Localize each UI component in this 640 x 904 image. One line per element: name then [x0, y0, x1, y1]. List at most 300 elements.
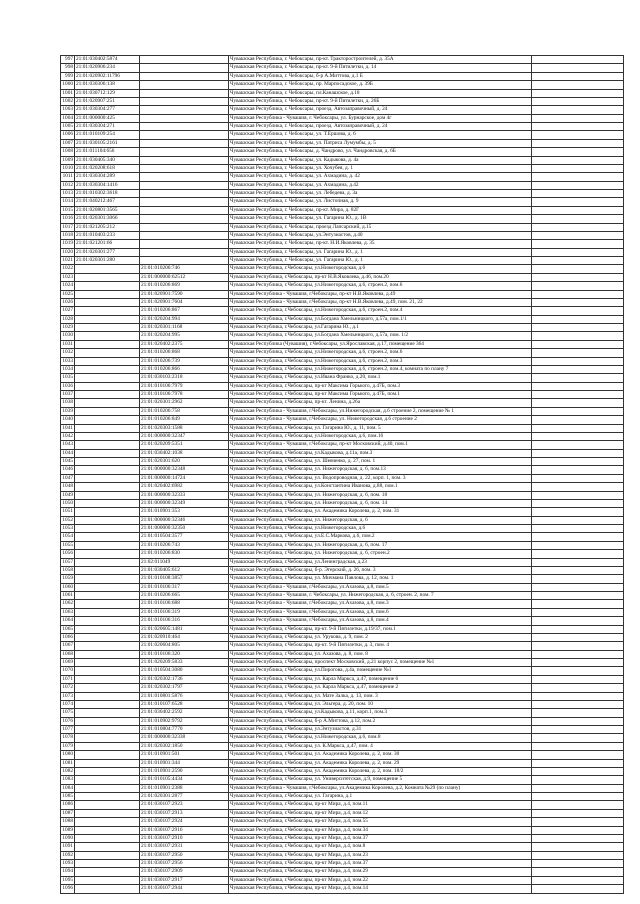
table-row [61, 684, 624, 692]
cadastral-number-cell: 21:01:030105:2161 [75, 139, 140, 147]
cadastral-number-cell [75, 675, 140, 683]
address-cell: Чувашская Республика, г.Чебоксары, ул. Эльгера, д. 20, пом. 10 [229, 700, 532, 708]
address-cell: Чувашская Республика, г. Чебоксары, б-р А.Миттова, д.1 Б [229, 72, 532, 80]
cadastral-number-cell [75, 692, 140, 700]
object-number-cell: 21:01:020402:2375 [140, 340, 229, 348]
row-number-cell: 1020 [62, 248, 73, 255]
object-number-cell: 21:01:010107:6528 [140, 700, 229, 708]
cadastral-number-cell [75, 583, 140, 591]
object-number-cell: 21:01:000000:62512 [140, 273, 229, 281]
table-row [61, 148, 624, 156]
table-row [61, 851, 624, 859]
blank-cell [532, 592, 624, 600]
object-number-cell: 21:01:010106:320 [140, 650, 229, 658]
object-number-cell [140, 223, 229, 231]
table-row [61, 332, 624, 340]
row-number-cell: 1063 [62, 608, 73, 615]
cadastral-number-cell [75, 809, 140, 817]
object-number-cell: 21:01:020301:1168 [140, 324, 229, 332]
cadastral-number-cell [75, 516, 140, 524]
row-number-cell: 1093 [62, 860, 73, 866]
blank-cell [532, 491, 624, 499]
object-number-cell [140, 106, 229, 114]
table-row [61, 499, 624, 507]
blank-cell [532, 851, 624, 859]
row-number-cell: 1029 [62, 324, 73, 330]
object-number-cell: 21:01:020301:2962 [140, 399, 229, 407]
address-cell: Чувашская Республика - Чувашия, г. Чебоксары, ул. Нижегородская, д. 6, строен. 2, пом. 7 [229, 592, 532, 600]
table-row [61, 449, 624, 457]
object-number-cell: 21:01:010105:4434 [140, 776, 229, 784]
blank-cell [532, 717, 624, 725]
blank-cell [532, 759, 624, 767]
blank-cell [532, 231, 624, 239]
object-number-cell: 21:01:010901:344 [140, 759, 229, 767]
cadastral-number-cell [75, 265, 140, 273]
blank-cell [532, 164, 624, 172]
cadastral-number-cell [75, 525, 140, 533]
cadastral-number-cell [75, 751, 140, 759]
address-cell: Чувашская Республика, г.Чебоксары, ул.Константина Иванова, д.88, пом.1 [229, 483, 532, 491]
blank-cell [532, 583, 624, 591]
address-cell: Чувашская Республика, г. Чебоксары, проезд Лапсарский, д.15 [229, 223, 532, 231]
object-number-cell: 21:01:010504:3577 [140, 533, 229, 541]
row-number-cell: 1022 [62, 265, 73, 272]
object-number-cell [140, 231, 229, 239]
address-cell: Чувашская Республика, г.Чебоксары, пр-кт. 9-й Пятилетки, д.19/37, пом.1 [229, 625, 532, 633]
cadastral-number-cell [75, 508, 140, 516]
row-number-cell: 1041 [62, 424, 73, 431]
address-cell: Чувашская Республика, г. Чебоксары, пр-кт. Тракторостроителей, д. 35А [229, 56, 532, 64]
cadastral-number-cell [75, 307, 140, 315]
table-row [61, 56, 624, 64]
address-cell: Чувашская Республика, г.Чебоксары, ул.Кадыкова, д.11а, пом.3 [229, 449, 532, 457]
table-row [61, 399, 624, 407]
object-number-cell: 21:01:010108:3857 [140, 575, 229, 583]
row-number-cell: 1037 [62, 391, 73, 397]
address-cell: Чувашская Республика, г. Чебоксары, ул. Патриса Лумумбы, д. 5 [229, 139, 532, 147]
row-number-cell: 1017 [62, 223, 73, 230]
cadastral-number-cell [75, 600, 140, 608]
table-row [61, 784, 624, 792]
table-row [61, 759, 624, 767]
object-number-cell: 21:01:020301:2877 [140, 793, 229, 801]
row-number-cell: 1035 [62, 374, 73, 381]
blank-cell [532, 684, 624, 692]
table-row [61, 583, 624, 591]
blank-cell [532, 173, 624, 181]
blank-cell [532, 324, 624, 332]
row-number-cell: 1087 [62, 809, 73, 816]
table-row [61, 717, 624, 725]
table-row [61, 357, 624, 365]
cadastral-number-cell: 21:01:000000:425 [75, 114, 140, 122]
object-number-cell: 21:01:000000:14724 [140, 474, 229, 482]
row-number-cell: 1039 [62, 407, 73, 414]
cadastral-number-cell [75, 474, 140, 482]
row-number-cell: 1085 [62, 793, 73, 799]
row-number-cell: 1056 [62, 550, 73, 557]
address-cell: Чувашская Республика, г.Чебоксары, ул. Академика Королева, д. 2, пом. 29 [229, 759, 532, 767]
cadastral-number-cell [75, 826, 140, 834]
cadastral-number-cell [75, 659, 140, 667]
address-cell: Чувашская Республика, г.Чебоксары, ул.Нижегородская, д.6, строен.2, пом.6 [229, 349, 532, 357]
cadastral-number-cell [75, 441, 140, 449]
row-number-cell: 1091 [62, 843, 73, 850]
object-number-cell [140, 148, 229, 156]
table-row [61, 776, 624, 784]
blank-cell [532, 424, 624, 432]
cadastral-number-cell [75, 592, 140, 600]
blank-cell [532, 566, 624, 574]
blank-cell [532, 315, 624, 323]
cadastral-number-cell: 21:01:020208:618 [75, 164, 140, 172]
table-row [61, 860, 624, 868]
table-row [61, 734, 624, 742]
cadastral-number-cell [75, 742, 140, 750]
table-row [61, 834, 624, 842]
object-number-cell: 21:01:010206:830 [140, 550, 229, 558]
blank-cell [532, 625, 624, 633]
blank-cell [532, 600, 624, 608]
address-cell: Чувашская Республика - Чувашия, г.Чебоксары, ул.Академика Королева, д.2, Комната №29 (по плану) [229, 784, 532, 792]
address-cell: Чувашская Республика, г.Чебоксары, ул.Нижегородская, д.6, строен.2, пом.6 [229, 282, 532, 290]
object-number-cell: 21:01:010902:9792 [140, 717, 229, 725]
row-number-cell: 1050 [62, 499, 73, 506]
table-row [61, 231, 624, 239]
object-number-cell [140, 72, 229, 80]
row-number-cell: 1026 [62, 298, 73, 305]
object-number-cell: 21:01:020604:805 [140, 642, 229, 650]
table-row [61, 349, 624, 357]
object-number-cell [140, 257, 229, 265]
table-row [61, 315, 624, 323]
cadastral-number-cell: 21:01:010109:254 [75, 131, 140, 139]
blank-cell [532, 767, 624, 775]
cadastral-number-cell [75, 759, 140, 767]
blank-cell [532, 257, 624, 265]
address-cell: Чувашская Республика, г.Чебоксары, пр-кт. 9-й Пятилетки, д. 3, пом. 4 [229, 642, 532, 650]
blank-cell [532, 809, 624, 817]
object-number-cell: 21:01:010206:746 [140, 265, 229, 273]
blank-cell [532, 642, 624, 650]
object-number-cell: 21:01:030107:2913 [140, 809, 229, 817]
row-number-cell: 1057 [62, 558, 73, 565]
cadastral-number-cell [75, 407, 140, 415]
address-cell: Чувашская Республика, г. Чебоксары, пр-кт. 9-й Пятилетки, д. 14 [229, 64, 532, 72]
cadastral-number-cell [75, 458, 140, 466]
row-number-cell: 1045 [62, 458, 73, 464]
row-number-cell: 1005 [62, 123, 73, 129]
blank-cell [532, 633, 624, 641]
cadastral-number-cell [75, 642, 140, 650]
blank-cell [532, 374, 624, 382]
row-number-cell: 1012 [62, 181, 73, 188]
object-number-cell: 21:01:010504:3080 [140, 667, 229, 675]
blank-cell [532, 726, 624, 734]
cadastral-number-cell [75, 449, 140, 457]
address-cell: Чувашская Республика, г. Чебоксары, ул. Гагарина Ю., д. 1В [229, 215, 532, 223]
row-number-cell: 1061 [62, 592, 73, 598]
object-number-cell: 21:01:030107:2916 [140, 826, 229, 834]
address-cell: Чувашская Республика, г.Чебоксары, ул. Академика Королева, д. 2, пом. 18/2 [229, 767, 532, 775]
blank-cell [532, 64, 624, 72]
table-row [61, 592, 624, 600]
cadastral-number-cell: 21:01:020801:3565 [75, 206, 140, 214]
object-number-cell: 21:01:010106:7978 [140, 391, 229, 399]
table-row [61, 240, 624, 248]
cadastral-number-cell [75, 365, 140, 373]
object-number-cell: 21:01:030107:2910 [140, 834, 229, 842]
object-number-cell: 21:01:010901:2590 [140, 767, 229, 775]
address-cell: Чувашская Республика, г.Чебоксары, пр-кт Мира, д.4, пом.12 [229, 809, 532, 817]
cadastral-number-cell: 21:01:010302:3618 [75, 190, 140, 198]
cadastral-number-cell [75, 282, 140, 290]
object-number-cell: 21:01:030402:2592 [140, 709, 229, 717]
blank-cell [532, 709, 624, 717]
blank-cell [532, 357, 624, 365]
object-number-cell: 21:01:000000:32333 [140, 491, 229, 499]
object-number-cell: 21:01:030405:612 [140, 566, 229, 574]
table-row [61, 340, 624, 348]
table-row [61, 642, 624, 650]
table-row [61, 374, 624, 382]
address-cell: Чувашская Республика, г.Чебоксары, ул.Пирогова, д.4а, помещение №1 [229, 667, 532, 675]
cadastral-number-cell: 21:01:040212:467 [75, 198, 140, 206]
cadastral-number-cell: 21:01:020301:277 [75, 248, 140, 256]
cadastral-number-cell [75, 633, 140, 641]
object-number-cell: 21:01:000000:32349 [140, 499, 229, 507]
blank-cell [532, 793, 624, 801]
cadastral-number-cell [75, 315, 140, 323]
row-number-cell: 1083 [62, 776, 73, 783]
blank-cell [532, 617, 624, 625]
cadastral-number-cell: 21:01:020907:251 [75, 97, 140, 105]
cadastral-number-cell [75, 541, 140, 549]
row-number-cell: 997 [61, 56, 75, 64]
table-row [61, 441, 624, 449]
address-cell: Чувашская Республика, г. Чебоксары, ул. Т.Ершова, д. 6 [229, 131, 532, 139]
address-cell: Чувашская Республика, г.Чебоксары, пр-кт Мира, д.4, пом.37 [229, 834, 532, 842]
object-number-cell: 21:01:010206:849 [140, 416, 229, 424]
registry-table-body [61, 56, 624, 894]
row-number-cell: 1048 [62, 483, 73, 490]
blank-cell [532, 675, 624, 683]
address-cell: Чувашская Республика, г.Чебоксары, ул.Е.С.Маркова, д.6, пом.2 [229, 533, 532, 541]
row-number-cell: 1090 [62, 834, 73, 841]
blank-cell [532, 282, 624, 290]
object-number-cell: 21:01:010206:665 [140, 592, 229, 600]
row-number-cell: 1079 [62, 742, 73, 749]
table-row [61, 458, 624, 466]
cadastral-number-cell: 21:01:020301:280 [75, 257, 140, 265]
row-number-cell: 1072 [62, 684, 73, 691]
row-number-cell: 1016 [62, 215, 73, 222]
row-number-cell: 1008 [62, 148, 73, 155]
row-number-cell: 1076 [62, 717, 73, 724]
address-cell: Чувашская Республика - Чувашия, г. Чебоксары, ул. Бурнарское, дом 4г [229, 114, 532, 122]
table-row [61, 868, 624, 876]
cadastral-number-cell: 21:01:030304:1416 [75, 181, 140, 189]
address-cell: Чувашская Республика, г.Чебоксары, ул.Нижегородская, д.6, строен.2, пом.4 [229, 307, 532, 315]
blank-cell [532, 466, 624, 474]
address-cell: Чувашская Республика, г.Чебоксары, ул.Нижегородская, д.6, строен.2, пом.3 [229, 357, 532, 365]
address-cell: Чувашская Республика, г.Чебоксары, пр-кт Мира, д.4, пом.11 [229, 801, 532, 809]
blank-cell [532, 240, 624, 248]
cadastral-number-cell: 21:01:030405:340 [75, 156, 140, 164]
row-number-cell: 1060 [62, 583, 73, 590]
address-cell: Чувашская Республика - Чувашия, г.Чебоксары, ул. Нижегородская, д.6 строение 2 [229, 416, 532, 424]
table-row [61, 156, 624, 164]
blank-cell [532, 885, 624, 893]
blank-cell [532, 407, 624, 415]
cadastral-number-cell [75, 566, 140, 574]
table-row [61, 215, 624, 223]
row-number-cell: 1009 [62, 156, 73, 163]
cadastral-number-cell [75, 818, 140, 826]
cadastral-number-cell [75, 298, 140, 306]
address-cell: Чувашская Республика, г.Чебоксары, ул. Нижегородская, д. 6 [229, 516, 532, 524]
blank-cell [532, 826, 624, 834]
address-cell: Чувашская Республика, г.Чебоксары, ул.Гагарина Ю., д.1 [229, 324, 532, 332]
blank-cell [532, 659, 624, 667]
object-number-cell [140, 181, 229, 189]
cadastral-number-cell [75, 684, 140, 692]
cadastral-number-cell [75, 533, 140, 541]
row-number-cell: 1040 [62, 416, 73, 423]
table-row [61, 265, 624, 273]
table-row [61, 198, 624, 206]
object-number-cell [140, 56, 229, 64]
object-number-cell: 21:01:020302:1736 [140, 675, 229, 683]
table-row [61, 843, 624, 851]
table-row [61, 818, 624, 826]
cadastral-number-cell [75, 399, 140, 407]
address-cell: Чувашская Республика, г.Чебоксары, пр-кт Мира, д.4, пом.22 [229, 876, 532, 884]
blank-cell [532, 349, 624, 357]
address-cell: Чувашская Республика, г.Чебоксары, пр-кт Мира, д.4, пом.8 [229, 843, 532, 851]
cadastral-number-cell [75, 843, 140, 851]
row-number-cell: 1078 [62, 734, 73, 741]
address-cell: Чувашская Республика, г.Чебоксары, ул.Нижегородская, д.6 [229, 525, 532, 533]
blank-cell [532, 541, 624, 549]
cadastral-number-cell: 21:01:030402:5874 [75, 56, 140, 64]
row-number-cell: 1001 [62, 89, 73, 96]
table-row [61, 106, 624, 114]
cadastral-number-cell: 21:01:030712:129 [75, 89, 140, 97]
table-row [61, 801, 624, 809]
address-cell: Чувашская Республика, г.Чебоксары, ул. Шевченко, д. 27, пом. 1 [229, 458, 532, 466]
object-number-cell: 21:01:010106:7979 [140, 382, 229, 390]
table-row [61, 483, 624, 491]
address-cell: Чувашская Республика, г. Чебоксары, проезд. Автозаправочный, д. 24 [229, 106, 532, 114]
row-number-cell: 1043 [62, 441, 73, 448]
row-number-cell: 1011 [61, 173, 75, 181]
object-number-cell: 21:01:030107:2944 [140, 885, 229, 893]
table-row [61, 659, 624, 667]
object-number-cell: 21:01:020302:1797 [140, 684, 229, 692]
table-row [61, 625, 624, 633]
address-cell: Чувашская Республика, г.Чебоксары, ул.Энтузиастов, д.31 [229, 726, 532, 734]
row-number-cell: 1065 [62, 625, 73, 632]
cadastral-number-cell [75, 382, 140, 390]
address-cell: Чувашская Республика - Чувашия, г.Чебоксары, пр-кт Московский, д.40, пом.1 [229, 441, 532, 449]
object-number-cell: 21:01:010106:319 [140, 608, 229, 616]
row-number-cell: 1046 [62, 466, 73, 473]
object-number-cell: 21:01:010106:316 [140, 617, 229, 625]
blank-cell [532, 483, 624, 491]
object-number-cell: 21:01:010901:501 [140, 751, 229, 759]
address-cell: Чувашская Республика, г. Чебоксары, пр. Марпосадское, д. 39Б [229, 81, 532, 89]
blank-cell [532, 734, 624, 742]
blank-cell [532, 332, 624, 340]
address-cell: Чувашская Республика, г.Чебоксары, б-р А.Миттова, д.12, пом.2 [229, 717, 532, 725]
cadastral-number-cell: 21:01:030306:138 [75, 81, 140, 89]
blank-cell [532, 114, 624, 122]
table-row [61, 181, 624, 189]
object-number-cell [140, 206, 229, 214]
row-number-cell: 1086 [62, 801, 73, 808]
row-number-cell: 1038 [62, 399, 73, 406]
blank-cell [532, 89, 624, 97]
address-cell: Чувашская Республика, г.Чебоксары, пр-кт Максима Горького, д.47Б, пом.3 [229, 382, 532, 390]
address-cell: Чувашская Республика - Чувашия, г.Чебоксары, пр-кт Н.В.Яковлева, д.49, пом. 21, 22 [229, 298, 532, 306]
cadastral-number-cell: 21:01:020902:11796 [75, 72, 140, 80]
blank-cell [532, 139, 624, 147]
object-number-cell [140, 240, 229, 248]
object-number-cell [140, 215, 229, 223]
blank-cell [532, 56, 624, 64]
object-number-cell [140, 64, 229, 72]
table-row [61, 81, 624, 89]
row-number-cell: 1049 [62, 491, 73, 498]
address-cell: Чувашская Республика, г.Чебоксары, пр-кт Мира, д.4, пом.14 [229, 885, 532, 893]
address-cell: Чувашская Республика, г. Чебоксары, ул. Кадыкова, д. 4а [229, 156, 532, 164]
row-number-cell: 1021 [62, 257, 73, 263]
object-number-cell: 21:01:000000:32347 [140, 432, 229, 440]
row-number-cell: 1071 [62, 675, 73, 682]
address-cell: Чувашская Республика, г.Чебоксары, пр-кт. Ленина, д.26а [229, 399, 532, 407]
object-number-cell: 21:01:010206:868 [140, 349, 229, 357]
blank-cell [532, 365, 624, 373]
address-cell: Чувашская Республика, г. Чебоксары, ул. Ахмадина, д. 42 [229, 173, 532, 181]
blank-cell [532, 123, 624, 131]
cadastral-number-cell [75, 466, 140, 474]
cadastral-number-cell [75, 876, 140, 884]
row-number-cell: 1088 [62, 818, 73, 825]
row-number-cell: 1033 [62, 357, 73, 364]
object-number-cell [140, 114, 229, 122]
table-row [61, 809, 624, 817]
address-cell: Чувашская Республика, г. Чебоксары, пр-кт. 9-й Пятилетки, д. 26Б [229, 97, 532, 105]
address-cell: Чувашская Республика, г. Чебоксары, ул. Лебедева, д. 3а [229, 190, 532, 198]
row-number-cell: 1082 [62, 767, 73, 774]
address-cell: Чувашская Республика, г. Чебоксары, проезд. Автозаправочный, д. 24 [229, 123, 532, 131]
cadastral-number-cell [75, 550, 140, 558]
row-number-cell: 1081 [62, 759, 73, 766]
row-number-cell: 1030 [62, 332, 73, 339]
object-number-cell: 21:01:010901:2388 [140, 784, 229, 792]
cadastral-number-cell [75, 717, 140, 725]
object-number-cell [140, 156, 229, 164]
blank-cell [532, 441, 624, 449]
row-number-cell: 1077 [62, 726, 73, 732]
blank-cell [532, 834, 624, 842]
table-row [61, 282, 624, 290]
cadastral-number-cell: 21:01:021201:66 [75, 240, 140, 248]
table-row [61, 407, 624, 415]
cadastral-number-cell [75, 767, 140, 775]
